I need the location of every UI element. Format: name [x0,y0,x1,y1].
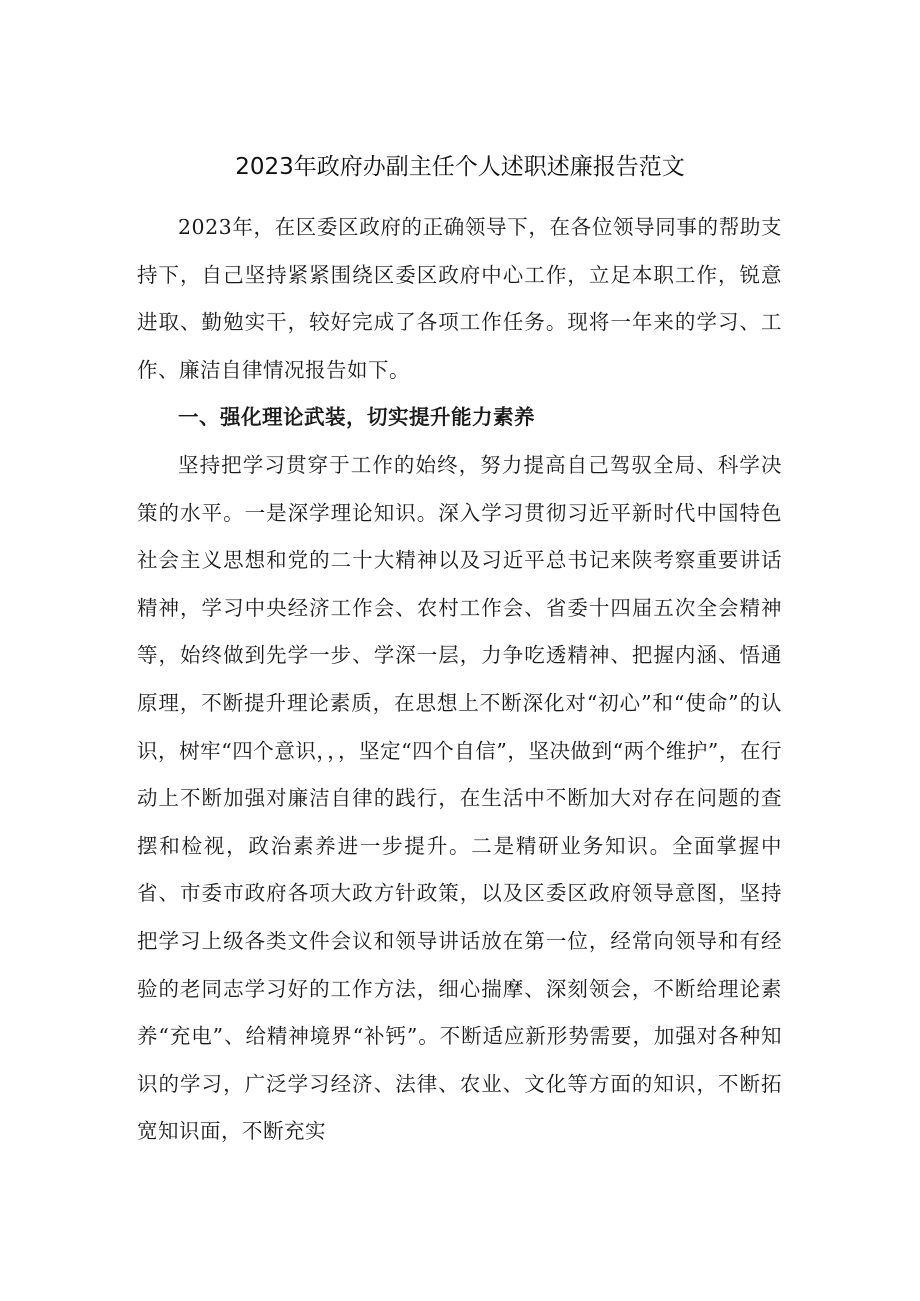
document-body [137,204,782,1156]
section-paragraph: 坚持把学习贯穿于工作的始终，努力提高自己驾驭全局、科学决策的水平。一是深学理论知识。深入学习贯彻习近平新时代中国特色社会主义思想和党的二十大精神以及习近平总书记来陕考察重要讲话精神，学习中央经济工作会、农村工作会、省委十四届五次全会精神等，始终做到先学一步、学深一层，力争吃透精神、把握内涵、悟通原理，不断提升理论素质，在思想上不断深化对“初心”和“使命”的认识，树牢“四个意识，，，坚定“四个自信”，坚决做到“两个维护”，在行动上不断加强对廉洁自律的践行，在生活中不断加大对存在问题的查摆和检视，政治素养进一步提升。二是精研业务知识。全面掌握中省、市委市政府各项大政方针政策，以及区委区政府领导意图，坚持把学习上级各类文件会议和领导讲话放在第一位，经常向领导和有经验的老同志学习好的工作方法，细心揣摩、深刻领会，不断给理论素养“充电”、给精神境界“补钙”。不断适应新形势需要，加强对各种知识的学习，广泛学习经济、法律、农业、文化等方面的知识，不断拓宽知识面，不断充实 [137,452,782,1144]
intro-paragraph: 2023年，在区委区政府的正确领导下，在各位领导同事的帮助支持下，自己坚持紧紧围绕区委区政府中心工作，立足本职工作，锐意进取、勤勉实干，较好完成了各项工作任务。现将一年来的学习、工作、廉洁自律情况报告如下。 [137,215,782,382]
section-heading: 一、强化理论武装，切实提升能力素养 [178,405,535,430]
document-title: 2023年政府办副主任个人述职述廉报告范文 [235,154,685,180]
